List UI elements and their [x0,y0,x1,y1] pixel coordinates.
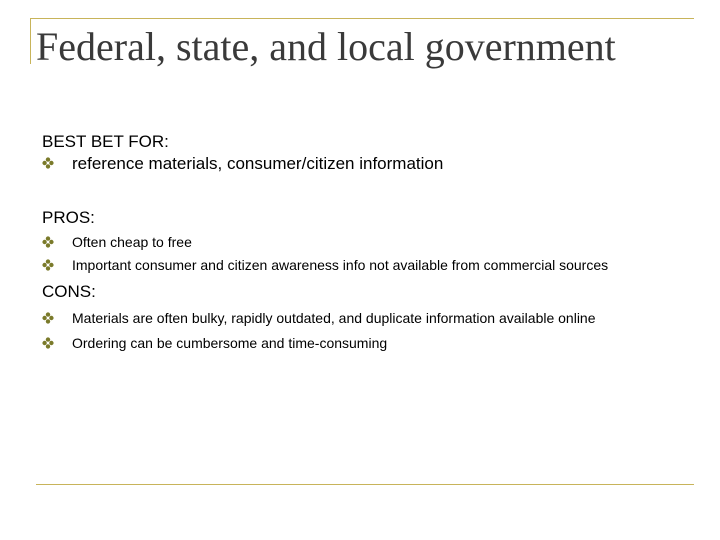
best-bet-item-text: reference materials, consumer/citizen information [72,154,444,173]
top-accent-rule [30,18,694,19]
left-accent-rule [30,18,31,64]
pros-item-text: Important consumer and citizen awareness info not available from commercial sources [72,257,609,273]
pros-item [42,234,682,251]
best-bet-heading: BEST BET FOR: [42,132,169,151]
pros-item [42,257,682,274]
pros-list [42,234,682,274]
cons-item [42,310,682,327]
cons-list [42,310,682,352]
cons-item [42,335,682,352]
best-bet-item [42,154,682,176]
diamond-clover-bullet-icon [42,236,54,248]
slide-content [42,132,682,360]
slide-title: Federal, state, and local government [36,24,616,69]
diamond-clover-bullet-icon [42,312,54,324]
cons-heading: CONS: [42,282,96,301]
diamond-clover-bullet-icon [42,337,54,349]
bottom-accent-rule [36,484,694,485]
pros-heading: PROS: [42,208,95,227]
cons-item-text: Materials are often bulky, rapidly outdated, and duplicate information available online [72,310,596,326]
diamond-clover-bullet-icon [42,157,54,169]
pros-item-text: Often cheap to free [72,234,192,250]
cons-item-text: Ordering can be cumbersome and time-consuming [72,335,388,351]
diamond-clover-bullet-icon [42,259,54,271]
